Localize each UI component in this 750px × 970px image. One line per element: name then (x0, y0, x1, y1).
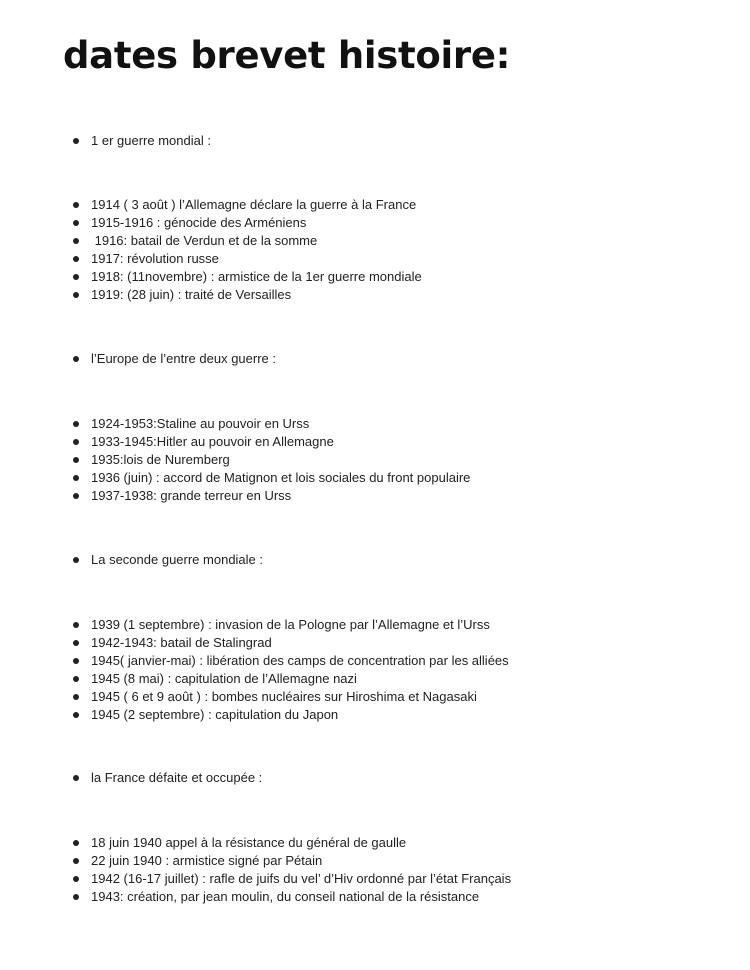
heading-list (0, 551, 750, 569)
page-title: dates brevet histoire: (63, 34, 511, 77)
date-list (0, 616, 750, 724)
section-heading (0, 551, 750, 569)
list-item (0, 469, 750, 487)
bullet-icon (73, 493, 79, 499)
list-item-text: 1942 (16-17 juillet) : rafle de juifs du vel’ d’Hiv ordonné par l’état Français (91, 871, 512, 886)
list-item-text: 1945( janvier-mai) : libération des camps de concentration par les alliées (91, 653, 509, 668)
list-item (0, 286, 750, 304)
section-heading-item (0, 350, 750, 368)
bullet-icon (73, 439, 79, 445)
list-item-text: 1939 (1 septembre) : invasion de la Pologne par l’Allemagne et l’Urss (91, 617, 490, 632)
bullet-icon (73, 256, 79, 262)
list-item-text: 1916: batail de Verdun et de la somme (91, 233, 318, 248)
bullet-icon (73, 894, 79, 900)
list-item (0, 487, 750, 505)
list-item-text: 1919: (28 juin) : traité de Versailles (91, 287, 292, 302)
bullet-icon (73, 622, 79, 628)
bullet-icon (73, 220, 79, 226)
list-item (0, 250, 750, 268)
list-item-text: 1945 (2 septembre) : capitulation du Japon (91, 707, 339, 722)
list-item (0, 870, 750, 888)
section-heading-text: La seconde guerre mondiale : (91, 552, 264, 567)
bullet-icon (73, 238, 79, 244)
list-item (0, 232, 750, 250)
bullet-icon (73, 676, 79, 682)
bullet-icon (73, 557, 79, 563)
list-item (0, 852, 750, 870)
list-item (0, 688, 750, 706)
list-item (0, 888, 750, 906)
list-item-text: 18 juin 1940 appel à la résistance du général de gaulle (91, 835, 407, 850)
bullet-icon (73, 840, 79, 846)
list-item-text: 1917: révolution russe (91, 251, 219, 266)
section-heading-text: l’Europe de l’entre deux guerre : (91, 351, 277, 366)
list-item-text: 1918: (11novembre) : armistice de la 1er guerre mondiale (91, 269, 422, 284)
list-item (0, 433, 750, 451)
bullet-icon (73, 775, 79, 781)
bullet-icon (73, 694, 79, 700)
list-item-text: 1936 (juin) : accord de Matignon et lois sociales du front populaire (91, 470, 471, 485)
list-item (0, 616, 750, 634)
list-item (0, 634, 750, 652)
list-item (0, 214, 750, 232)
bullet-icon (73, 712, 79, 718)
list-item-text: 22 juin 1940 : armistice signé par Pétain (91, 853, 323, 868)
section-heading-text: 1 er guerre mondial : (91, 133, 211, 148)
bullet-icon (73, 858, 79, 864)
list-item-text: 1945 (8 mai) : capitulation de l’Allemagne nazi (91, 671, 357, 686)
bullet-icon (73, 202, 79, 208)
section-list (0, 616, 750, 724)
list-item-text: 1914 ( 3 août ) l’Allemagne déclare la guerre à la France (91, 197, 417, 212)
list-item-text: 1924-1953:Staline au pouvoir en Urss (91, 416, 310, 431)
section-heading (0, 350, 750, 368)
list-item (0, 834, 750, 852)
list-item (0, 706, 750, 724)
date-list (0, 196, 750, 304)
section-heading-item (0, 769, 750, 787)
heading-list (0, 350, 750, 368)
section-heading (0, 769, 750, 787)
bullet-icon (73, 292, 79, 298)
list-item-text: 1942-1943: batail de Stalingrad (91, 635, 272, 650)
date-list (0, 415, 750, 505)
heading-list (0, 769, 750, 787)
list-item (0, 670, 750, 688)
bullet-icon (73, 876, 79, 882)
list-item (0, 451, 750, 469)
bullet-icon (73, 640, 79, 646)
bullet-icon (73, 658, 79, 664)
section-list (0, 834, 750, 906)
list-item-text: 1933-1945:Hitler au pouvoir en Allemagne (91, 434, 334, 449)
bullet-icon (73, 274, 79, 280)
date-list (0, 834, 750, 906)
section-heading-text: la France défaite et occupée : (91, 770, 263, 785)
section-heading (0, 132, 750, 150)
list-item-text: 1943: création, par jean moulin, du conseil national de la résistance (91, 889, 480, 904)
list-item-text: 1945 ( 6 et 9 août ) : bombes nucléaires sur Hiroshima et Nagasaki (91, 689, 477, 704)
bullet-icon (73, 475, 79, 481)
list-item (0, 415, 750, 433)
list-item-text: 1937-1938: grande terreur en Urss (91, 488, 292, 503)
heading-list (0, 132, 750, 150)
list-item (0, 268, 750, 286)
list-item (0, 652, 750, 670)
bullet-icon (73, 138, 79, 144)
list-item-text: 1915-1916 : génocide des Arméniens (91, 215, 307, 230)
bullet-icon (73, 421, 79, 427)
section-heading-item (0, 551, 750, 569)
list-item-text: 1935:lois de Nuremberg (91, 452, 230, 467)
section-heading-item (0, 132, 750, 150)
section-list (0, 196, 750, 304)
section-list (0, 415, 750, 505)
bullet-icon (73, 457, 79, 463)
list-item (0, 196, 750, 214)
bullet-icon (73, 356, 79, 362)
